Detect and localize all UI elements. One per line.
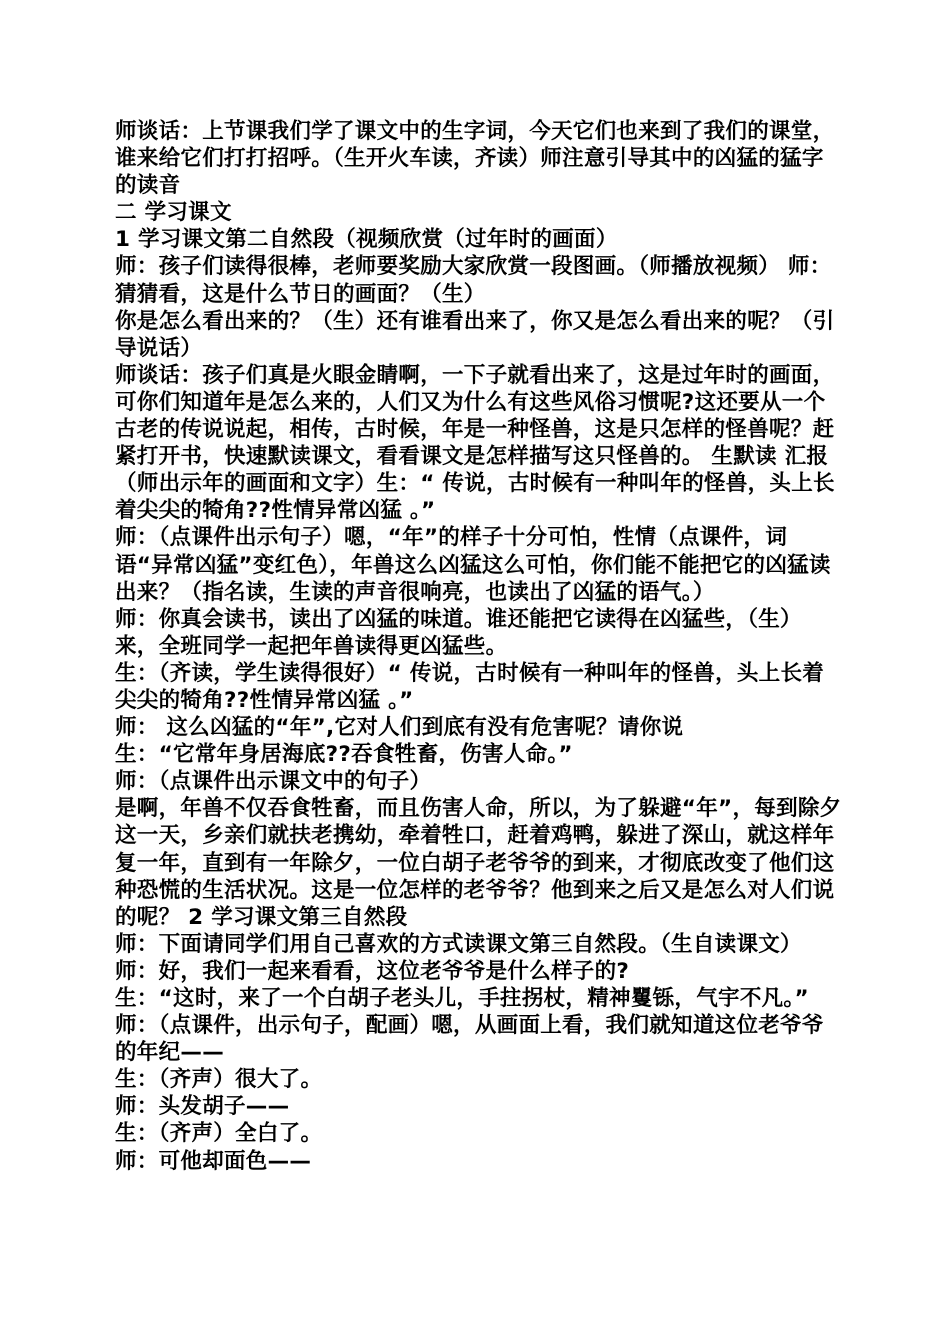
paragraph-9: 生：（齐读，学生读得很好）“ 传说，古时候有一种叫年的怪兽，头上长着尖尖的犄角??性情异常凶猛 。” xyxy=(115,660,825,713)
section-heading-study-text: 二 学习课文 xyxy=(115,200,232,226)
paragraph-4: 师：孩子们读得很棒，老师要奖励大家欣赏一段图画。（师播放视频） 师：猜猜看，这是什么节日的画面？（生） xyxy=(115,254,832,307)
paragraph-19: 师：可他却面色—— xyxy=(115,1148,312,1174)
paragraph-11: 生：“它常年身居海底??吞食牲畜，伤害人命。” xyxy=(115,742,573,768)
paragraph-16: 生：（齐声）很大了。 xyxy=(115,1067,323,1093)
paragraph-5: 你是怎么看出来的？（生）还有谁看出来了，你又是怎么看出来的呢？（引导说话） xyxy=(115,308,835,361)
paragraph-1: 师谈话：上节课我们学了课文中的生字词，今天它们也来到了我们的课堂，谁来给它们打打招呼。（生开火车读，齐读）师注意引导其中的凶猛的猛字的读音 xyxy=(115,119,835,199)
paragraph-14: 师：下面请同学们用自己喜欢的方式读课文第三自然段。（生自读课文） 师：好，我们一起来看看，这位老爷爷是什么样子的? xyxy=(115,931,802,984)
paragraph-6: 师谈话：孩子们真是火眼金睛啊，一下子就看出来了，这是过年时的画面，可你们知道年是怎么来的，人们又为什么有这些风俗习惯呢?这还要从一个古老的传说说起，相传，古时候，年是一种怪兽，这是只怎样的怪兽呢？赶紧打开书，快速默读课文，看看课文是怎样描写这只怪兽的。 生默读 汇报（师出示年的画面和文字）生：“ 传说，古时候有一种叫年的怪兽，头上长着尖尖的犄角??性情异常凶猛 。” xyxy=(115,362,835,524)
paragraph-17: 师：头发胡子—— xyxy=(115,1094,290,1120)
paragraph-15: 生：“这时，来了一个白胡子老头儿，手拄拐杖，精神矍铄，气宇不凡。” 师：（点课件，出示句子，配画）嗯，从画面上看，我们就知道这位老爷爷的年纪—— xyxy=(115,986,824,1066)
paragraph-8: 师：你真会读书，读出了凶猛的味道。谁还能把它读得在凶猛些，（生）来，全班同学一起把年兽读得更凶猛些。 xyxy=(115,606,802,659)
paragraph-12: 师：（点课件出示课文中的句子） xyxy=(115,769,432,795)
paragraph-10: 师： 这么凶猛的“年”,它对人们到底有没有危害呢？请你说 xyxy=(115,715,684,741)
paragraph-18: 生：（齐声）全白了。 xyxy=(115,1121,323,1147)
paragraph-13: 是啊，年兽不仅吞食牲畜，而且伤害人命，所以，为了躲避“年”，每到除夕这一天，乡亲们就扶老携幼，牵着牲口，赶着鸡鸭，躲进了深山，就这样年复一年，直到有一年除夕，一位白胡子老爷爷的到来，才彻底改变了他们这种恐慌的生活状况。这是一位怎样的老爷爷？他到来之后又是怎么对人们说的呢？ 2 学习课文第三自然段 xyxy=(115,796,842,930)
paragraph-7: 师：（点课件出示句子）嗯，“年”的样子十分可怕，性情（点课件，词语“异常凶猛”变红色），年兽这么凶猛这么可怕，你们能不能把它的凶猛读出来？（指名读，生读的声音很响亮，也读出了凶猛的语气。） xyxy=(115,525,831,605)
subsection-heading-paragraph-two: 1 学习课文第二自然段（视频欣赏（过年时的画面） xyxy=(115,227,618,253)
document-body xyxy=(115,118,845,1175)
